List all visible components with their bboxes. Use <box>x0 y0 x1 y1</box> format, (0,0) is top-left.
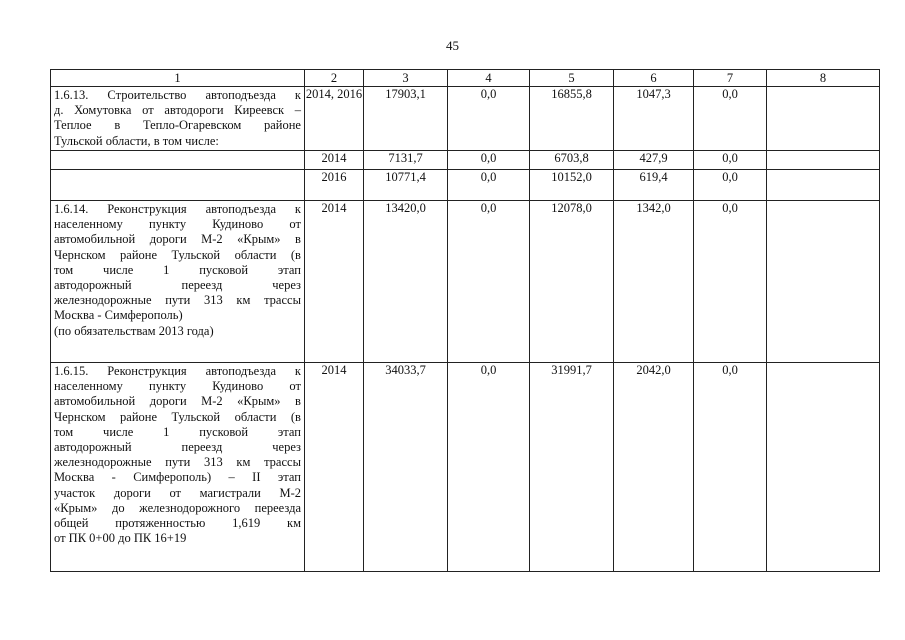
total-cell: 34033,7 <box>364 363 448 572</box>
header-row <box>51 70 880 87</box>
description-line <box>54 293 301 308</box>
description-line <box>54 134 301 149</box>
header-cell-8: 8 <box>767 70 880 87</box>
value-cell-4: 0,0 <box>448 170 530 201</box>
description-word: пусковой <box>199 424 249 439</box>
description-line <box>54 531 301 546</box>
description-word: протяженностью <box>115 516 206 531</box>
header-cell-1: 1 <box>51 70 305 87</box>
description-word: Киреевск <box>234 103 285 118</box>
description-word: переезд <box>181 440 223 455</box>
description-word: автомобильной <box>54 394 136 409</box>
value-cell-6: 1047,3 <box>614 87 694 151</box>
description-word: трассы <box>264 455 301 470</box>
value-cell-8 <box>767 170 880 201</box>
description-line <box>54 88 301 103</box>
description-word: Чернском <box>54 409 106 424</box>
description-line <box>54 118 301 133</box>
description-cell <box>51 87 305 151</box>
description-word: этап <box>277 470 301 485</box>
description-word: в <box>295 394 301 409</box>
description-word: Кудиново <box>212 379 264 394</box>
value-cell-4: 0,0 <box>448 151 530 170</box>
value-cell-5: 6703,8 <box>530 151 614 170</box>
description-word: общей <box>54 516 89 531</box>
description-word: районе <box>264 118 301 133</box>
description-cell <box>51 201 305 363</box>
description-line <box>54 278 301 293</box>
value-cell-5: 16855,8 <box>530 87 614 151</box>
value-cell-5: 31991,7 <box>530 363 614 572</box>
description-word: железнодорожные <box>54 455 152 470</box>
description-word: к <box>294 364 301 378</box>
description-word: М-2 <box>201 232 223 247</box>
description-line <box>54 394 301 409</box>
description-word: 1,619 <box>232 516 261 531</box>
description-word: – <box>294 103 301 118</box>
description-word: – <box>228 470 235 485</box>
budget-table <box>50 69 880 572</box>
description-line <box>54 103 301 118</box>
description-line <box>54 455 301 470</box>
description-word: (в <box>290 247 301 262</box>
description-word: от <box>289 217 301 232</box>
description-word: числе <box>103 262 134 277</box>
description-word: 1.6.13. <box>54 88 89 102</box>
description-word: пункту <box>149 217 187 232</box>
year-cell: 2014 <box>305 201 364 363</box>
value-cell-6: 619,4 <box>614 170 694 201</box>
description-word: Симферополь) <box>133 470 212 485</box>
header-cell-7: 7 <box>694 70 767 87</box>
total-cell: 13420,0 <box>364 201 448 363</box>
description-word: автодороги <box>164 103 224 118</box>
description-word: 1 <box>163 424 170 439</box>
description-line <box>54 364 301 379</box>
header-cell-5: 5 <box>530 70 614 87</box>
description-line <box>54 410 301 425</box>
description-word: Москва <box>54 470 95 485</box>
header-cell-4: 4 <box>448 70 530 87</box>
page-number: 45 <box>446 38 459 53</box>
table-row <box>51 363 880 572</box>
description-word: автоподъезда <box>205 88 276 102</box>
description-word: (по обязательствам 2013 года) <box>54 323 214 338</box>
description-word: через <box>272 440 301 455</box>
description-word: Реконструкция <box>107 202 187 216</box>
description-word: пункту <box>149 379 187 394</box>
table-row <box>51 170 880 201</box>
description-word: населенному <box>54 379 123 394</box>
description-word: II <box>252 470 261 485</box>
description-word: «Крым» <box>237 232 281 247</box>
description-word: М-2 <box>279 485 301 500</box>
value-cell-7: 0,0 <box>694 87 767 151</box>
value-cell-7: 0,0 <box>694 363 767 572</box>
description-word: этап <box>277 262 301 277</box>
description-word: - <box>111 470 116 485</box>
description-line <box>54 232 301 247</box>
description-line <box>54 308 301 323</box>
total-cell: 10771,4 <box>364 170 448 201</box>
description-word: Теплое <box>54 118 92 133</box>
description-cell <box>51 170 305 201</box>
description-line <box>54 501 301 516</box>
description-word: автоподъезда <box>205 202 276 216</box>
year-cell: 2014, 2016 <box>305 87 364 151</box>
description-word: участок <box>54 485 96 500</box>
value-cell-4: 0,0 <box>448 201 530 363</box>
description-word: дороги <box>149 394 187 409</box>
description-word: железнодорожные <box>54 293 152 308</box>
table-row <box>51 151 880 170</box>
description-word: в <box>114 118 121 133</box>
description-word: км <box>236 293 251 308</box>
total-cell: 17903,1 <box>364 87 448 151</box>
description-word: в <box>295 232 301 247</box>
value-cell-4: 0,0 <box>448 363 530 572</box>
value-cell-7: 0,0 <box>694 170 767 201</box>
table-row <box>51 201 880 363</box>
value-cell-6: 1342,0 <box>614 201 694 363</box>
year-cell: 2014 <box>305 151 364 170</box>
description-word: Москва - Симферополь) <box>54 308 183 323</box>
description-line <box>54 486 301 501</box>
header-cell-6: 6 <box>614 70 694 87</box>
description-word: переезд <box>181 278 223 293</box>
description-word: районе <box>120 247 158 262</box>
table-body <box>51 70 880 572</box>
value-cell-8 <box>767 87 880 151</box>
description-line <box>54 202 301 217</box>
description-word: до <box>111 500 125 515</box>
description-word: «Крым» <box>54 500 98 515</box>
description-word: от <box>169 485 182 500</box>
description-word: пусковой <box>199 262 249 277</box>
description-word: автоподъезда <box>205 364 276 378</box>
description-word: М-2 <box>201 394 223 409</box>
value-cell-8 <box>767 151 880 170</box>
description-word: том <box>54 262 74 277</box>
description-word: этап <box>277 424 301 439</box>
description-word: магистрали <box>199 485 261 500</box>
description-word: Тульской <box>171 409 221 424</box>
description-word: пути <box>165 293 191 308</box>
description-word: дороги <box>149 232 187 247</box>
description-word: области <box>234 247 277 262</box>
value-cell-8 <box>767 363 880 572</box>
description-word: числе <box>103 424 134 439</box>
description-word: Тульской <box>171 247 221 262</box>
description-word: 1 <box>163 262 170 277</box>
description-line <box>54 425 301 440</box>
description-word: автодорожный <box>54 440 132 455</box>
year-cell: 2014 <box>305 363 364 572</box>
value-cell-7: 0,0 <box>694 151 767 170</box>
description-word: районе <box>120 409 158 424</box>
description-line <box>54 516 301 531</box>
total-cell: 7131,7 <box>364 151 448 170</box>
year-cell: 2016 <box>305 170 364 201</box>
description-line <box>54 263 301 278</box>
description-word: км <box>287 516 301 531</box>
description-word: том <box>54 424 74 439</box>
description-line <box>54 379 301 394</box>
description-word: от <box>142 103 154 118</box>
table-row <box>51 87 880 151</box>
description-word: д. <box>54 103 64 118</box>
description-word: переезда <box>254 500 301 515</box>
description-word: от <box>289 379 301 394</box>
description-word: Тепло-Огаревском <box>142 118 242 133</box>
description-word: автодорожный <box>54 278 132 293</box>
description-word: 1.6.14. <box>54 202 89 216</box>
description-line <box>54 470 301 485</box>
description-word: км <box>236 455 251 470</box>
description-word: Кудиново <box>212 217 264 232</box>
description-word: дороги <box>113 485 151 500</box>
description-word: области <box>234 409 277 424</box>
value-cell-4: 0,0 <box>448 87 530 151</box>
value-cell-7: 0,0 <box>694 201 767 363</box>
description-word: Реконструкция <box>107 364 187 378</box>
value-cell-8 <box>767 201 880 363</box>
description-word: Чернском <box>54 247 106 262</box>
value-cell-6: 427,9 <box>614 151 694 170</box>
header-cell-3: 3 <box>364 70 448 87</box>
description-word: Тульской области, в том числе: <box>54 133 219 148</box>
description-word: «Крым» <box>237 394 281 409</box>
value-cell-6: 2042,0 <box>614 363 694 572</box>
description-word: пути <box>165 455 191 470</box>
description-word: населенному <box>54 217 123 232</box>
value-cell-5: 12078,0 <box>530 201 614 363</box>
description-line <box>54 324 301 339</box>
description-word: трассы <box>264 293 301 308</box>
description-word: автомобильной <box>54 232 136 247</box>
description-word: к <box>294 202 301 216</box>
value-cell-5: 10152,0 <box>530 170 614 201</box>
description-word: от ПК 0+00 до ПК 16+19 <box>54 531 187 546</box>
description-word: через <box>272 278 301 293</box>
description-word: к <box>294 88 301 102</box>
description-line <box>54 248 301 263</box>
description-word: 313 <box>203 293 223 308</box>
description-cell <box>51 363 305 572</box>
description-word: (в <box>290 409 301 424</box>
header-cell-2: 2 <box>305 70 364 87</box>
description-line <box>54 217 301 232</box>
description-word: железнодорожного <box>139 500 241 515</box>
description-word: 1.6.15. <box>54 364 89 378</box>
description-word: Хомутовка <box>74 103 132 118</box>
description-cell <box>51 151 305 170</box>
description-word: Строительство <box>107 88 187 102</box>
description-word: 313 <box>203 455 223 470</box>
description-line <box>54 440 301 455</box>
